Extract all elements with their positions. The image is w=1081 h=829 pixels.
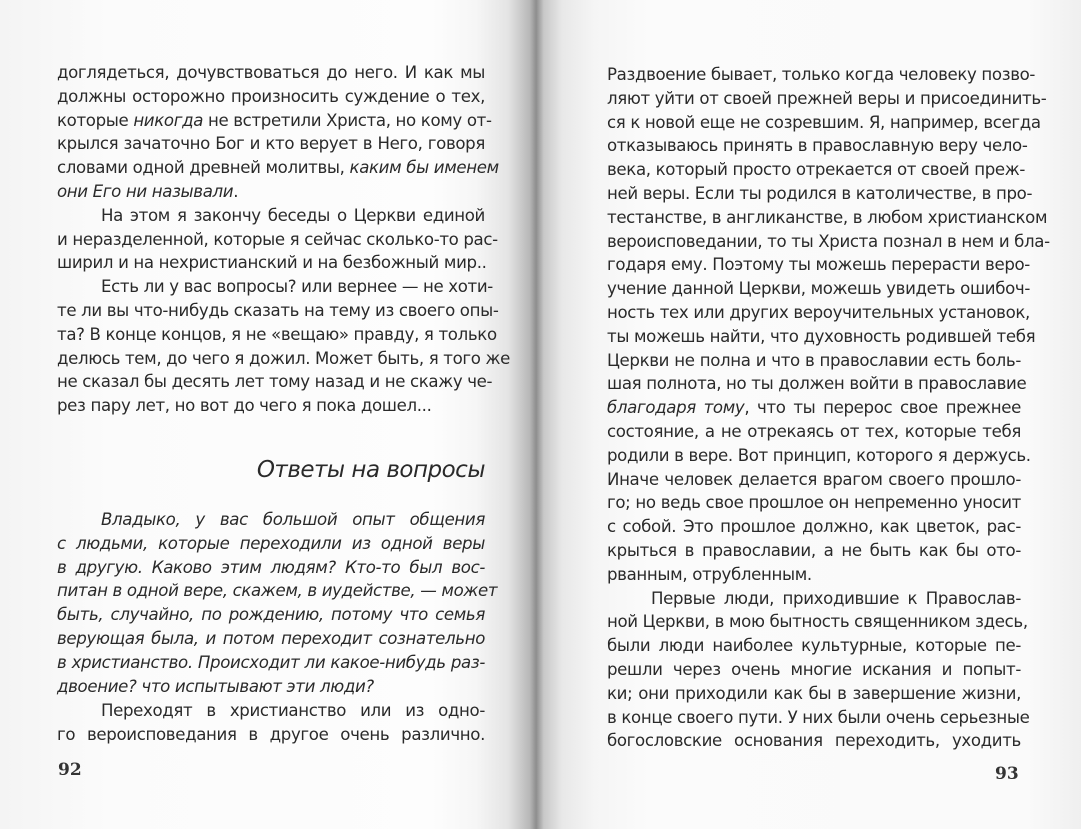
italic-text: двоение? что испытывают эти люди? bbox=[57, 676, 374, 696]
text-line bbox=[607, 634, 1021, 658]
text-line bbox=[57, 323, 497, 347]
text-line bbox=[57, 347, 510, 371]
text-line bbox=[57, 699, 485, 723]
text-segment: в конце своего пути. У них были очень серьезные bbox=[607, 707, 1030, 727]
text-segment: Есть ли у вас вопросы? или вернее — не хоти- bbox=[101, 277, 493, 297]
text-line bbox=[607, 658, 1021, 682]
text-line bbox=[607, 111, 1041, 135]
section-heading: Ответы на вопросы bbox=[256, 457, 485, 483]
text-segment: Переходят в христианство или из одно- bbox=[101, 701, 485, 720]
text-line bbox=[607, 706, 1030, 730]
text-line bbox=[57, 579, 498, 603]
text-line bbox=[57, 627, 485, 651]
text-line bbox=[57, 156, 499, 180]
italic-text: благодаря тому bbox=[607, 398, 745, 418]
text-line bbox=[607, 253, 1030, 277]
text-segment: века, который просто отрекается от своей преж- bbox=[607, 160, 1026, 180]
text-segment: го вероисповедания в другое очень различно. bbox=[57, 724, 485, 744]
italic-text: каким бы именем bbox=[349, 158, 499, 178]
text-segment: ки; они приходили как бы в завершение жизни, bbox=[607, 683, 1021, 703]
right-text bbox=[607, 63, 1050, 753]
left-top-text bbox=[57, 61, 510, 418]
text-segment: должны осторожно произносить суждение о тех, bbox=[57, 86, 485, 106]
text-segment: крылся зачаточно Бог и кто верует в Него, говоря bbox=[57, 134, 485, 154]
left-page bbox=[0, 0, 535, 829]
italic-text: Владыко, у вас большой опыт общения bbox=[101, 510, 485, 529]
text-line bbox=[57, 370, 493, 394]
text-line bbox=[57, 508, 485, 532]
text-segment: ты можешь найти, что духовность родившей тебя bbox=[607, 326, 1036, 346]
text-segment: На этом я закончу беседы о Церкви единой bbox=[101, 205, 485, 225]
text-line bbox=[57, 675, 485, 699]
text-line bbox=[607, 563, 1021, 587]
text-segment: ность тех или других вероучительных установок, bbox=[607, 302, 1030, 322]
text-segment: словами одной древней молитвы, bbox=[57, 158, 350, 178]
text-segment: крыться в православии, а не быть как бы ото- bbox=[607, 540, 1021, 560]
italic-text: в христианство. Происходит ли какое-нибудь раз- bbox=[57, 652, 485, 672]
text-line bbox=[607, 63, 1036, 87]
text-segment: ся к новой еще не созревшим. Я, например, всегда bbox=[607, 112, 1041, 132]
text-segment: . bbox=[233, 181, 239, 201]
question-text bbox=[57, 508, 498, 698]
italic-text: в другую. Каково этим людям? Кто-то был вос- bbox=[57, 557, 485, 577]
text-segment: ной Церкви, в мою бытность священником здесь, bbox=[607, 612, 1028, 632]
text-line bbox=[57, 180, 485, 204]
text-line bbox=[607, 468, 1021, 492]
text-line bbox=[607, 134, 1028, 158]
text-line bbox=[57, 651, 485, 675]
page-number-left: 92 bbox=[58, 760, 82, 780]
text-segment: , что ты перерос свое прежнее bbox=[744, 398, 1021, 418]
text-line bbox=[607, 349, 1021, 373]
text-line bbox=[57, 394, 485, 418]
text-line bbox=[607, 301, 1030, 325]
italic-text: питан в одной вере, скажем, в иудействе, — может bbox=[57, 581, 498, 601]
text-segment: годаря ему. Поэтому ты можешь перерасти веро- bbox=[607, 255, 1030, 275]
text-segment: не сказал бы десять лет тому назад и не скажу че- bbox=[57, 372, 493, 392]
text-line bbox=[607, 230, 1050, 254]
text-line bbox=[607, 87, 1047, 111]
text-segment: делюсь тем, до чего я дожил. Может быть, я того же bbox=[57, 348, 510, 368]
text-line bbox=[607, 610, 1028, 634]
answer-text bbox=[57, 699, 485, 747]
text-segment: были люди наиболее культурные, которые пе- bbox=[607, 636, 1021, 656]
text-line bbox=[607, 682, 1021, 706]
text-line bbox=[607, 420, 1021, 444]
text-line bbox=[57, 723, 485, 747]
text-segment: Иначе человек делается врагом своего прошло- bbox=[607, 469, 1021, 489]
page-number-right: 93 bbox=[995, 764, 1019, 784]
text-line bbox=[57, 251, 485, 275]
text-line bbox=[57, 556, 485, 580]
text-segment: решли через очень многие искания и попыт- bbox=[607, 659, 1021, 679]
text-line bbox=[607, 515, 1021, 539]
text-segment: состояние, а не отрекаясь от тех, которые тебя bbox=[607, 421, 1021, 441]
text-line bbox=[57, 204, 485, 228]
text-segment: доглядеться, дочувствоваться до него. И как мы bbox=[57, 63, 485, 82]
text-segment: Церкви не полна и что в православии есть боль- bbox=[607, 350, 1021, 370]
text-line bbox=[57, 603, 485, 627]
text-segment: учение данной Церкви, можешь увидеть ошибоч- bbox=[607, 279, 1031, 299]
text-segment: вероисповедании, то ты Христа познал в нем и бла- bbox=[607, 231, 1050, 251]
text-segment: и неразделенной, которые я сейчас сколько-то рас- bbox=[57, 229, 498, 249]
text-line bbox=[607, 491, 1021, 515]
text-segment: та? В конце концов, я не «вещаю» правду, я только bbox=[57, 324, 497, 344]
text-segment: богословские основания переходить, уходить bbox=[607, 731, 1021, 751]
text-line bbox=[607, 729, 1021, 753]
text-segment: ширил и на нехристианский и на безбожный мир.. bbox=[57, 253, 487, 273]
text-segment: не встретили Христа, но кому от- bbox=[203, 110, 492, 130]
text-segment: отказываюсь принять в православную веру чело- bbox=[607, 136, 1028, 156]
text-line bbox=[607, 539, 1021, 563]
text-line bbox=[57, 85, 485, 109]
text-segment: рванным, отрубленным. bbox=[607, 564, 812, 584]
text-line bbox=[57, 532, 485, 556]
text-segment: тестанстве, в англиканстве, в любом христианском bbox=[607, 207, 1048, 227]
text-segment: родили в вере. Вот принцип, которого я держусь. bbox=[607, 445, 1031, 465]
text-segment: те ли вы что-нибудь сказать на тему из своего опы- bbox=[57, 300, 499, 320]
text-line bbox=[607, 158, 1026, 182]
text-segment: рез пару лет, но вот до чего я пока дошел... bbox=[57, 396, 432, 416]
italic-text: они Его ни называли bbox=[57, 181, 234, 201]
text-line bbox=[607, 587, 1021, 611]
text-line bbox=[607, 372, 1027, 396]
text-segment: ней веры. Если ты родился в католичестве, в про- bbox=[607, 183, 1033, 203]
text-line bbox=[57, 228, 498, 252]
right-page bbox=[535, 0, 1081, 829]
text-segment: шая полнота, но ты должен войти в православие bbox=[607, 374, 1027, 394]
text-segment: которые bbox=[57, 110, 134, 130]
text-segment: Первые люди, приходившие к Православ- bbox=[651, 588, 1021, 608]
text-line bbox=[607, 444, 1031, 468]
text-segment: ляют уйти от своей прежней веры и присоединить- bbox=[607, 88, 1047, 108]
text-line bbox=[607, 206, 1048, 230]
italic-text: верующая была, и потом переходит сознательно bbox=[57, 628, 485, 648]
text-segment: с собой. Это прошлое должно, как цветок, рас- bbox=[607, 517, 1021, 537]
text-line bbox=[57, 61, 485, 85]
text-line bbox=[607, 277, 1031, 301]
text-line bbox=[607, 396, 1021, 420]
text-line bbox=[57, 109, 492, 133]
text-segment: го; но ведь свое прошлое он непременно уносит bbox=[607, 493, 1021, 513]
italic-text: с людьми, которые переходили из одной веры bbox=[57, 533, 485, 553]
text-segment: Раздвоение бывает, только когда человеку позво- bbox=[607, 65, 1036, 84]
text-line bbox=[607, 325, 1036, 349]
italic-text: быть, случайно, по рождению, потому что семья bbox=[57, 605, 485, 625]
italic-text: никогда bbox=[133, 110, 204, 130]
text-line bbox=[57, 132, 485, 156]
text-line bbox=[57, 299, 499, 323]
text-line bbox=[607, 182, 1033, 206]
text-line bbox=[57, 275, 493, 299]
